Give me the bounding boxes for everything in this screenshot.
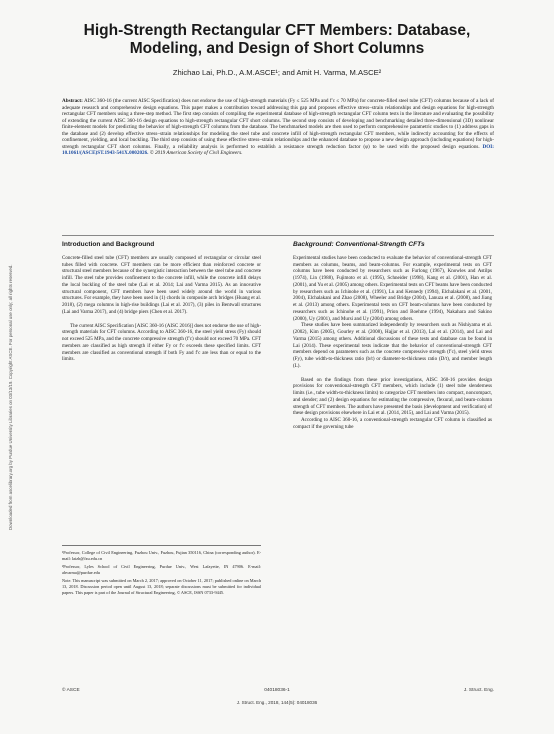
paragraph: These studies have been summarized independently by researchers such as Nishiyama et al. (2002), Kim (2005), Gourley et al. (2008), Hajjar et al. (2013), Lai et al. (2014), and Lai and Varma (2015) among others. Additional discussions of these tests and database can be found in Lai (2014). These experimental tests indicate that the behavior of conventional-strength CFT members depend on parameters such as the concrete compressive strength (f′c), steel yield stress (Fy), tube width-to-thickness ratio (b/t) or diameter-to-thickness ratio (D/t), and member length (L). [293,322,492,369]
footnotes [62,545,261,598]
paper-title [40,22,514,58]
paragraph: Concrete-filled steel tube (CFT) members are usually composed of rectangular or circular steel tubes filled with concrete. CFT members can be more efficient than reinforced concrete or structural steel members because of the synergistic interaction between the steel tube and concrete infill. The steel tube provides confinement to the concrete infill, while the concrete infill delays the local buckling of the steel tube (Lai et al. 2014; Lai and Varma 2015). As an innovative structural component, CFT members have been used widely around the world in various structures. For example, they have been used in (1) chords in composite arch bridges (Huang et al. 2018), (2) mega columns in high-rise buildings (Lai et al. 2017), (3) piles in Bentwall structures (Lai and Varma 2017), and (4) bridge piers (Chen et al. 2017). [62,254,261,315]
footer-publisher: © ASCE [62,688,80,693]
abstract-label: Abstract: [62,98,83,104]
author-line: Zhichao Lai, Ph.D., A.M.ASCE¹; and Amit H. Varma, M.ASCE² [172,68,382,77]
paragraph: Experimental studies have been conducted to evaluate the behavior of conventional-strength CFT members as columns, beams, and beam-columns. For example, experimental tests on CFT columns have been conducted by researchers such as Furlong (1967), Knowles and Astilps (1974), Lin (1988), Fujimoto et al. (1995), Schneider (1998), Kang et al. (2001), Han et al. (2001), and Yu et al. (2005) among others. Experimental tests on CFT beams have been conducted by researchers such as Ichinohe et al. (1991), Lu and Kennedy (1994), Elchalakani et al. (2001, 2004), Elchalakani and Zhao (2008), Wheeler and Bridge (2004), Lanuza et al. (2008), and Jiang et al. (2013) among others. Experimental tests on CFT beam-columns have been conducted by researchers such as Ichinohe et al. (1991), Prion and Boehme (1994), Nakahara and Sakino (2000), Uy (2001), and Mursi and Uy (2004) among others. [293,254,492,322]
download-sidebar [2,230,16,530]
footnote-2: ²Professor, Lyles School of Civil Engineering, Purdue Univ., West Lafayette, IN 47906. E-mail: ahvarma@purdue.edu [62,564,261,575]
footer-citation: J. Struct. Eng., 2018, 144(5): 04018036 [236,700,318,705]
right-column [293,242,492,431]
abstract-body: AISC 360-16 (the current AISC Specification) does not endorse the use of high-strength materials (Fy ≤ 525 MPa and f′c ≤ 70 MPa) for concrete-filled steel tube (CFT) columns because of a lack of adequate research and comprehensive design equations. This paper makes a contribution toward addressing this gap and proposes effective stress–strain relationships and design equations for high-strength rectangular CFT members using a three-step method. The first step consists of compiling the experimental database of high-strength rectangular CFT column tests in the literature and evaluating the possibility of extending the current AISC 360-16 design equations to high-strength rectangular CFT short columns. The second step consists of developing and benchmarking detailed three-dimensional (3D) nonlinear finite-element models for predicting the behavior of high-strength CFT columns from the database. The benchmarked models are then used to perform comprehensive parametric studies to (1) address gaps in the database and (2) develop effective stress–strain relationships for modeling the steel tube and concrete infill of high-strength rectangular CFT members, while indirectly accounting for the effects of confinement, yielding, and local buckling. The third step consists of using these effective stress–strain relationships and the enhanced database to propose a new design approach (including equations) for high-strength rectangular CFT short columns. Finally, a reliability analysis is performed to establish a resistance strength reduction factor (φ) to be used with the proposed design equations. [62,98,494,150]
paragraph: The current AISC Specification [AISC 360-16 (AISC 2016)] does not endorse the use of high-strength materials for CFT columns. According to AISC 360-16, the steel yield stress (Fy) should not exceed 525 MPa, and the concrete compressive strength (f′c) should not exceed 70 MPa. CFT members are classified as high strength if either Fy or f′c exceeds these specified limits. CFT members are classified as conventional strength if both Fy and f′c are less than or equal to the limits. [62,322,261,363]
footer-journal: J. Struct. Eng. [463,688,494,693]
abstract-divider [62,235,494,236]
left-column [62,242,261,363]
copyright-text: © 2019 American Society of Civil Engineers. [149,150,243,157]
paragraph: According to AISC 360-16, a conventional-strength rectangular CFT column is classified as compact if the governing tube [293,417,492,430]
footer-page-id: 04018036-1 [264,688,290,693]
footnote-1: ¹Professor, College of Civil Engineering, Fuzhou Univ., Fuzhou, Fujian 350116, China (corresponding author). E-mail: laizh@fzu.edu.cn [62,550,261,561]
download-notice: Downloaded from ascelibrary.org by Purdue University Libraries on 03/13/19. Copyright ASCE. For personal use only; all rights reserved. [8,264,13,530]
footnote-3: Note. This manuscript was submitted on March 2, 2017; approved on October 11, 2017; published online on March 13, 2018. Discussion period open until August 13, 2018; separate discussions must be submitted for individual papers. This paper is part of the Journal of Structural Engineering, © ASCE, ISSN 0733-9445. [62,578,261,595]
title-line-1: High-Strength Rectangular CFT Members: Database, [83,22,471,39]
title-line-2: Modeling, and Design of Short Columns [129,40,425,57]
doi-link[interactable]: DOI: 10.1061/(ASCE)ST.1943-541X.0002026. [62,143,494,157]
paragraph: Based on the findings from these prior investigations, AISC 360-16 provides design provisions for conventional-strength CFT members, which include (1) steel tube slenderness limits (i.e., tube width-to-thickness limits) to categorize CFT members into compact, noncompact, and slender; and (2) design equations for estimating the compressive, flexural, and beam-column strength of CFT members. The authors have presented the basis (development and verification) of these design provisions elsewhere in Lai et al. (2014, 2015), and Lai and Varma (2015). [293,376,492,417]
section-heading-background: Background: Conventional-Strength CFTs [293,241,425,248]
section-heading-introduction: Introduction and Background [62,241,155,248]
abstract [62,98,494,157]
